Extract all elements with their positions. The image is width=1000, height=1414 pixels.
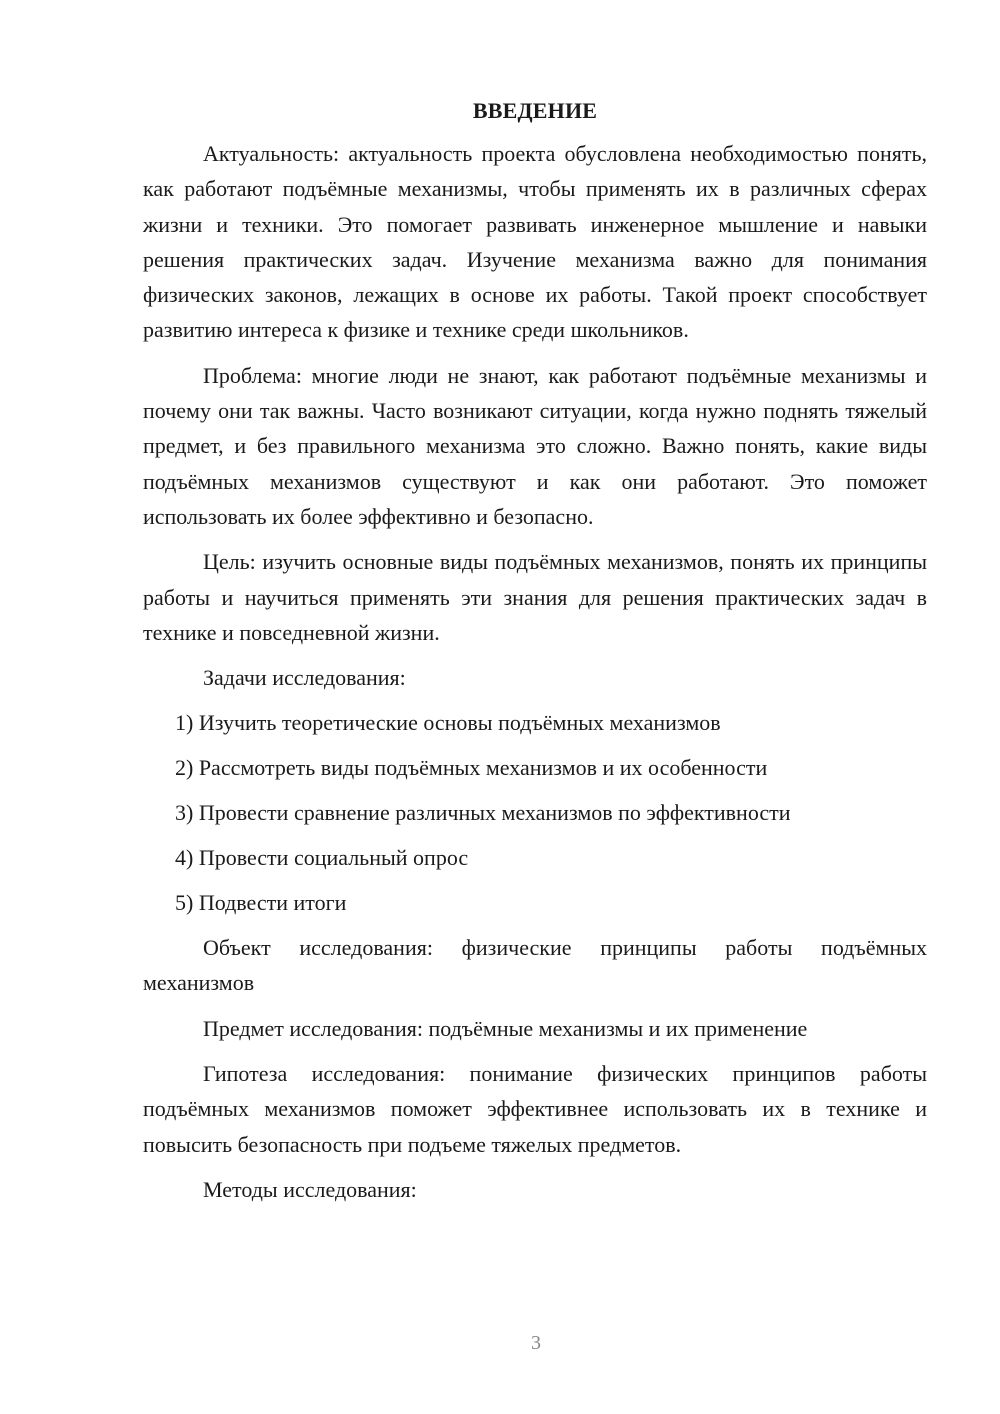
subject-paragraph: Предмет исследования: подъёмные механизмы и их применение (203, 1015, 808, 1041)
page-number: 3 (531, 1332, 541, 1354)
problem-paragraph: Проблема: многие люди не знают, как работают подъёмные механизмы и почему они так важны. Часто возникают ситуации, когда нужно поднять тяжелый предмет, и без правильного механизма это сложно. Важно понять, какие виды подъёмных механизмов существуют и как они работают. Это поможет использовать их более эффективно и безопасно. (143, 362, 927, 529)
methods-heading: Методы исследования: (203, 1176, 417, 1202)
object-paragraph: Объект исследования: физические принципы работы подъёмных механизмов (143, 935, 927, 996)
page-content (143, 93, 927, 1207)
task-item: 3) Провести сравнение различных механизмов по эффективности (175, 800, 791, 826)
goal-paragraph: Цель: изучить основные виды подъёмных механизмов, понять их принципы работы и научиться применять эти знания для решения практических задач в технике и повседневной жизни. (143, 549, 927, 645)
section-title: ВВЕДЕНИЕ (472, 98, 598, 123)
task-item: 2) Рассмотреть виды подъёмных механизмов и их особенности (175, 755, 768, 781)
task-item: 5) Подвести итоги (175, 890, 347, 916)
tasks-heading: Задачи исследования: (203, 665, 406, 691)
task-item: 4) Провести социальный опрос (175, 845, 469, 871)
relevance-paragraph: Актуальность: актуальность проекта обусловлена необходимостью понять, как работают подъёмные механизмы, чтобы применять их в различных сферах жизни и техники. Это помогает развивать инженерное мышление и навыки решения практических задач. Изучение механизма важно для понимания физических законов, лежащих в основе их работы. Такой проект способствует развитию интереса к физике и технике среди школьников. (143, 141, 927, 343)
task-item: 1) Изучить теоретические основы подъёмных механизмов (175, 710, 721, 736)
hypothesis-paragraph: Гипотеза исследования: понимание физических принципов работы подъёмных механизмов поможет эффективнее использовать их в технике и повысить безопасность при подъеме тяжелых предметов. (143, 1061, 927, 1157)
tasks-list (143, 705, 927, 920)
